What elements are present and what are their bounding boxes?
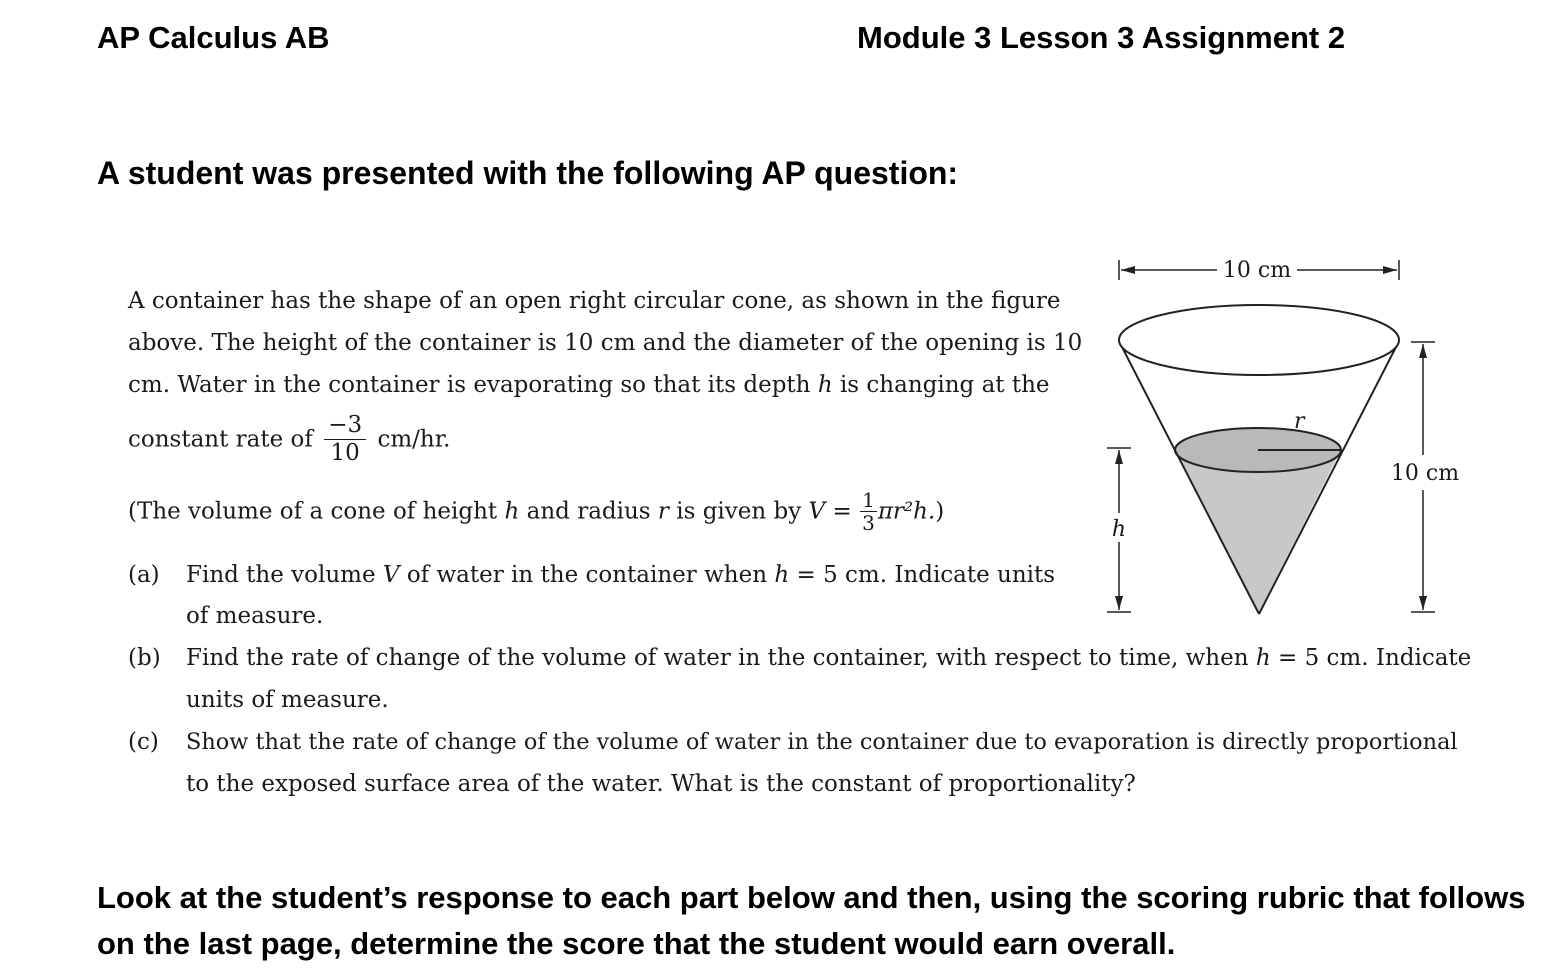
- assignment-title: Module 3 Lesson 3 Assignment 2: [857, 20, 1346, 55]
- volume-text-a: (The volume of a cone of height: [128, 498, 498, 525]
- part-b-line-1: [186, 645, 1471, 671]
- radius-label: r: [1294, 409, 1305, 434]
- volume-equals: =: [832, 498, 852, 525]
- part-a-text-a: Find the volume: [186, 562, 376, 588]
- volume-formula-line: [128, 490, 944, 533]
- part-a-text-b: of water in the container when: [406, 562, 768, 588]
- part-a-V: V: [382, 562, 400, 588]
- diameter-label: 10 cm: [1222, 258, 1292, 283]
- part-b-text-b: = 5 cm. Indicate: [1278, 645, 1472, 671]
- course-title: AP Calculus AB: [97, 20, 330, 55]
- part-b-label: (b): [128, 645, 161, 671]
- volume-frac-num: 1: [862, 488, 875, 512]
- diameter-dimension: [1119, 258, 1399, 283]
- part-a-label: (a): [128, 562, 160, 588]
- volume-h: h: [504, 498, 520, 525]
- height-dimension: [1391, 342, 1459, 612]
- volume-expression: πr²h.: [877, 498, 936, 525]
- part-a-h: h: [774, 562, 790, 588]
- footer-instructions: Look at the student’s response to each part below and then, using the scoring rubric that follows on the last page, determine the score that the student would earn overall.: [97, 880, 1526, 961]
- problem-line-2: above. The height of the container is 10 cm and the diameter of the opening is 10: [128, 330, 1083, 356]
- part-b-h: h: [1255, 645, 1271, 671]
- part-b-text-a: Find the rate of change of the volume of water in the container, with respect to time, when: [186, 645, 1249, 671]
- problem-line-3-text-b: is changing at the: [839, 372, 1050, 398]
- problem-line-1: A container has the shape of an open right circular cone, as shown in the figure: [128, 288, 1061, 314]
- cone-opening: [1119, 305, 1399, 375]
- depth-label: h: [1111, 517, 1127, 542]
- rate-prefix: constant rate of: [128, 426, 313, 453]
- part-c-line-1: Show that the rate of change of the volume of water in the container due to evaporation is directly proportional: [186, 729, 1458, 755]
- rate-numerator: −3: [328, 412, 363, 438]
- part-a-line-2: of measure.: [186, 603, 324, 629]
- volume-close-paren: ): [935, 498, 945, 525]
- problem-line-3-text-a: cm. Water in the container is evaporating so that its depth: [128, 372, 811, 398]
- volume-text-c: is given by: [676, 498, 802, 525]
- volume-frac-den: 3: [862, 511, 875, 535]
- height-label: 10 cm: [1390, 461, 1460, 486]
- rate-denominator: 10: [324, 439, 366, 465]
- water-fill: [1175, 450, 1341, 612]
- problem-line-3: [128, 372, 1050, 398]
- part-b-line-2: units of measure.: [186, 687, 389, 713]
- volume-fraction: [860, 490, 877, 533]
- volume-r: r: [657, 498, 669, 525]
- volume-V: V: [808, 498, 826, 525]
- rate-line: [128, 414, 450, 465]
- rate-fraction: [324, 414, 366, 465]
- part-a-line-1: [186, 562, 1055, 588]
- depth-dimension: [1107, 448, 1131, 612]
- part-a-text-c: = 5 cm. Indicate units: [796, 562, 1056, 588]
- rate-unit: cm/hr.: [377, 426, 451, 453]
- depth-variable: h: [817, 372, 833, 398]
- part-c-line-2: to the exposed surface area of the water. What is the constant of proportionality?: [186, 771, 1136, 797]
- intro-heading: A student was presented with the following AP question:: [97, 155, 959, 191]
- volume-text-b: and radius: [526, 498, 651, 525]
- cone-figure: [1095, 250, 1475, 630]
- part-c-label: (c): [128, 729, 159, 755]
